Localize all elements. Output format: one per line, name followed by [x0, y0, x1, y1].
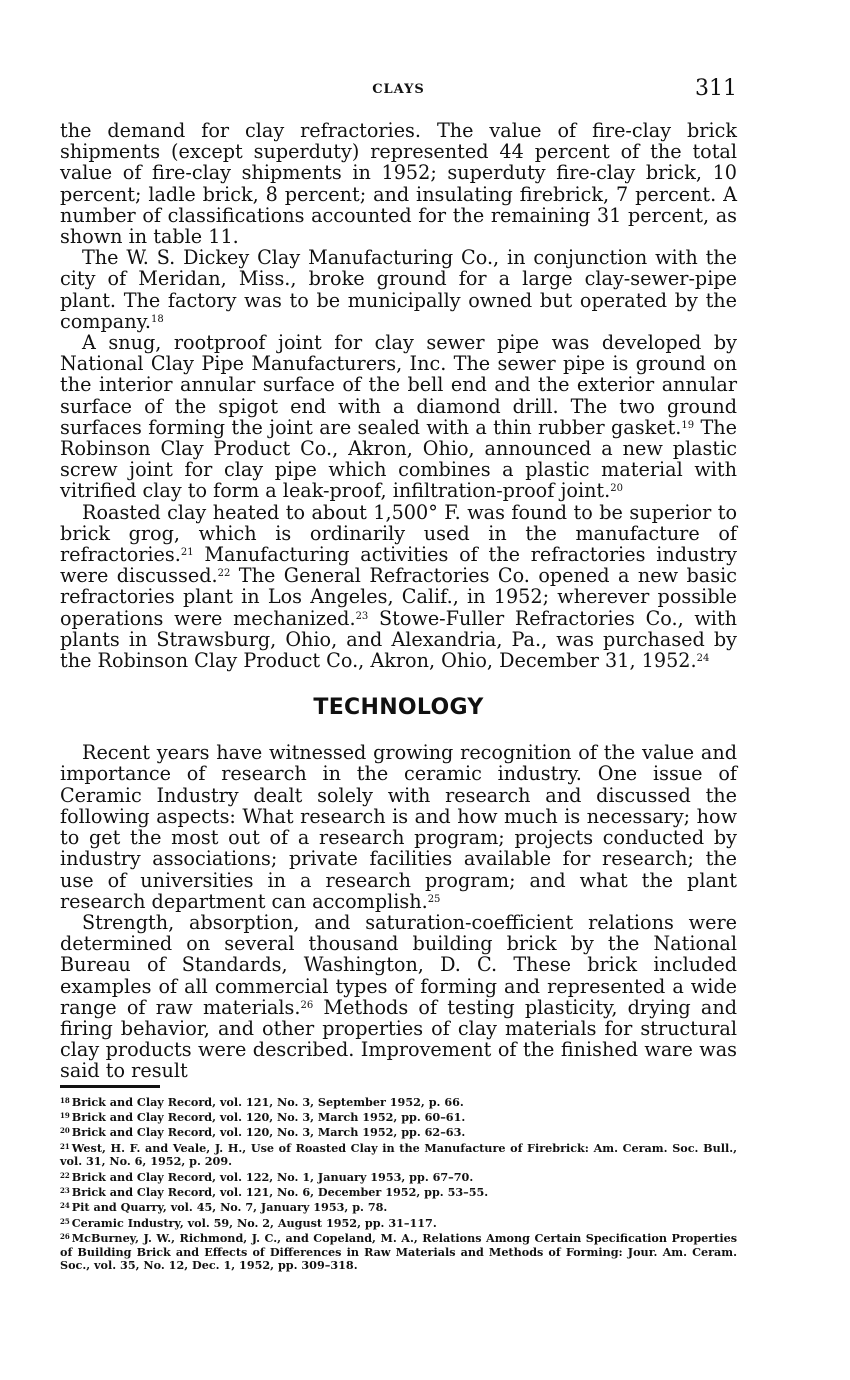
paragraph [60, 742, 737, 912]
paragraphs-before-heading [60, 120, 737, 671]
paragraph-text: Roasted clay heated to about 1,500° F. was found to be superior to brick grog, which is ordinarily used in the manufacture of refractories. [60, 500, 737, 567]
paragraph-text: A snug, rootproof joint for clay sewer pipe was developed by National Clay Pipe Manufacturers, Inc. The sewer pipe is ground on the interior annular surface of the bell end and the exterior annular surface of the spigot end with a diamond drill. The two ground surfaces forming the joint are sealed with a thin rubber gasket. [60, 331, 737, 439]
footnote-reference: 21 [180, 547, 194, 559]
footnote-number: 22 [60, 1170, 70, 1180]
paragraph-text: Manufacturing activities of the refractories industry were discussed. [60, 543, 737, 588]
paragraph [60, 912, 737, 1082]
footnote-number: 24 [60, 1201, 70, 1211]
footnote-rule [60, 1085, 160, 1088]
paragraph-text: The General Refractories Co. opened a new basic refractories plant in Los Angeles, Calif., in 1952; wherever possible operations were mechanized. [60, 564, 737, 630]
footnote-text: Pit and Quarry, vol. 45, No. 7, January 1953, p. 78. [71, 1200, 388, 1215]
footnote-number: 23 [60, 1185, 70, 1195]
page-header [60, 76, 737, 104]
footnote-text: Brick and Clay Record, vol. 120, No. 3, March 1952, pp. 60–61. [71, 1109, 466, 1124]
footnote-reference: 26 [300, 999, 314, 1011]
footnote-reference: 19 [681, 419, 695, 431]
footnote [60, 1140, 737, 1169]
body-text [60, 120, 737, 1272]
paragraph-text: Methods of testing plasticity, drying and firing behavior, and other properties of clay materials for structural clay products were described. Improvement of the finished ware was said to result [60, 995, 738, 1083]
paragraph [60, 120, 737, 247]
footnote-text: West, H. F. and Veale, J. H., Use of Roasted Clay in the Manufacture of Firebrick: Am. Ceram. Soc. Bull., vol. 31, No. 6, 1952, p. 209. [60, 1140, 737, 1169]
footnote [60, 1230, 737, 1272]
paragraph [60, 247, 737, 332]
footnote-text: Brick and Clay Record, vol. 120, No. 3, March 1952, pp. 62–63. [71, 1125, 466, 1140]
footnote-text: Brick and Clay Record, vol. 121, No. 3, September 1952, p. 66. [71, 1094, 464, 1109]
footnote [60, 1184, 737, 1199]
footnote-reference: 23 [355, 610, 369, 622]
footnotes [60, 1094, 737, 1273]
paragraph [60, 502, 737, 672]
paragraph-text: The W. S. Dickey Clay Manufacturing Co., in conjunction with the city of Meridan, Miss., broke ground for a large clay-sewer-pipe plant. The factory was to be municipally owned but operated by the company. [60, 246, 737, 333]
footnote-text: McBurney, J. W., Richmond, J. C., and Copeland, M. A., Relations Among Certain Specification Properties of Building Brick and Effects of Differences in Raw Materials and Methods of Forming: Jour. Am. Ceram. Soc., vol. 35, No. 12, Dec. 1, 1952, pp. 309–318. [60, 1231, 737, 1272]
footnote-number: 20 [60, 1126, 70, 1136]
footnote-number: 19 [60, 1110, 70, 1120]
paragraph [60, 332, 737, 502]
footnote [60, 1109, 737, 1124]
footnote-reference: 20 [610, 483, 623, 495]
footnote [60, 1124, 737, 1139]
paragraph-text: Recent years have witnessed growing recognition of the value and importance of research in the ceramic industry. One issue of Ceramic Industry dealt solely with research and discussed the following aspects: What research is and how much is necessary; how to get the most out of a research program; projects conducted by industry associations; private facilities available for research; the use of universities in a research program; and what the plant research department can accomplish. [60, 741, 737, 913]
footnote-number: 21 [60, 1141, 70, 1151]
footnote-reference: 24 [696, 653, 710, 665]
running-head: CLAYS [372, 82, 425, 97]
footnote-number: 26 [60, 1232, 70, 1242]
paragraph-text: Strength, absorption, and saturation-coefficient relations were determined on several thousand building brick by the National Bureau of Standards, Washington, D. C. These brick included examples of all commercial types of forming and represented a wide range of raw materials. [60, 910, 737, 1019]
footnote [60, 1199, 737, 1214]
footnote [60, 1094, 737, 1109]
paragraph-text: The Robinson Clay Product Co., Akron, Ohio, announced a new plastic screw joint for clay pipe which combines a plastic material with vitrified clay to form a leak-proof, infiltration-proof joint. [60, 415, 737, 503]
footnote-text: Brick and Clay Record, vol. 122, No. 1, January 1953, pp. 67–70. [71, 1169, 474, 1184]
paragraph-text: the demand for clay refractories. The value of fire-clay brick shipments (except superduty) represented 44 percent of the total value of fire-clay shipments in 1952; superduty fire-clay brick, 10 percent; ladle brick, 8 percent; and insulating firebrick, 7 percent. A number of classifications accounted for the remaining 31 percent, as shown in table 11. [60, 119, 737, 249]
footnote-reference: 18 [150, 313, 164, 325]
paragraph-text: Stowe-Fuller Refractories Co., with plants in Strawsburg, Ohio, and Alexandria, Pa., was purchased by the Robinson Clay Product Co., Akron, Ohio, December 31, 1952. [60, 606, 738, 673]
page-number: 311 [695, 76, 737, 101]
footnote-reference: 25 [427, 893, 441, 905]
footnote-text: Brick and Clay Record, vol. 121, No. 6, December 1952, pp. 53–55. [71, 1184, 489, 1199]
paragraphs-after-heading [60, 742, 737, 1081]
footnote-text: Ceramic Industry, vol. 59, No. 2, August 1952, pp. 31–117. [71, 1215, 437, 1230]
footnote-number: 18 [60, 1095, 70, 1105]
footnote [60, 1169, 737, 1184]
footnote [60, 1215, 737, 1230]
footnote-number: 25 [60, 1216, 70, 1226]
footnote-reference: 22 [217, 568, 231, 580]
section-heading: TECHNOLOGY [313, 695, 484, 721]
